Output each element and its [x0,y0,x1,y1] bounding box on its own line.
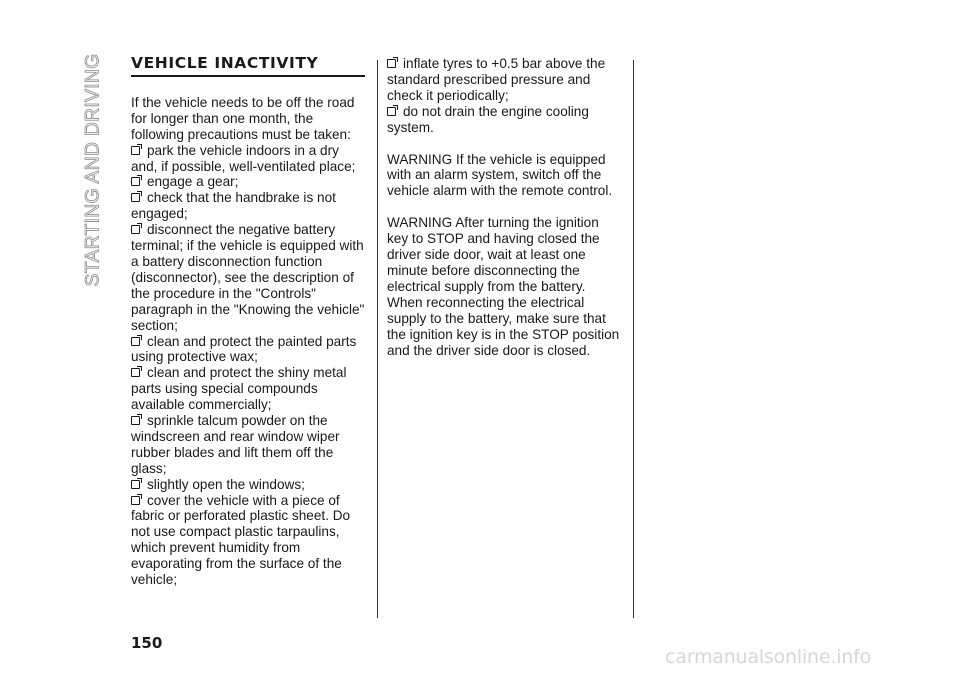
list-item: slightly open the windows; [131,477,365,493]
list-item: clean and protect the shiny metal parts using special compounds available commercially; [131,365,347,413]
checkbox-bullet-icon [131,337,140,346]
watermark: carmanualsonline.info [665,646,872,668]
list-item: do not drain the engine cooling system. [387,103,589,135]
section-side-tab [78,44,108,296]
page-number: 150 [131,634,163,652]
warning-alarm: WARNING If the vehicle is equipped with an alarm system, switch off the vehicle alarm with the remote control. [387,151,613,199]
column-divider [633,60,634,618]
list-item: disconnect the negative battery terminal; if the vehicle is equipped with a battery disconnection function (disconnector), see the description of the procedure in the "Controls" paragraph in the "Knowing the vehicle" section; [131,222,365,333]
column-divider [377,60,378,618]
checkbox-bullet-icon [131,368,140,377]
checkbox-bullet-icon [131,225,140,234]
checkbox-bullet-icon [387,107,396,116]
right-column [387,56,623,358]
section-heading: VEHICLE INACTIVITY [131,56,365,77]
checkbox-bullet-icon [131,416,140,425]
list-item: clean and protect the painted parts using protective wax; [131,333,357,365]
list-item: check that the handbrake is not engaged; [131,190,336,222]
checkbox-bullet-icon [131,193,140,202]
list-item: park the vehicle indoors in a dry and, if possible, well-ventilated place; [131,142,356,174]
intro-paragraph: If the vehicle needs to be off the road for longer than one month, the following precautions must be taken: [131,94,355,142]
checkbox-bullet-icon [131,480,140,489]
list-item: sprinkle talcum powder on the windscreen and rear window wiper rubber blades and lift them off the glass; [131,413,340,476]
checkbox-bullet-icon [131,177,140,186]
checkbox-bullet-icon [131,146,140,155]
warning-battery: WARNING After turning the ignition key to STOP and having closed the driver side door, wait at least one minute before disconnecting the electrical supply from the battery. When reconnecting the electrical supply to the battery, make sure that the ignition key is in the STOP position and the driver side door is closed. [387,215,620,358]
list-item: engage a gear; [131,174,365,190]
left-column [131,56,365,588]
checkbox-bullet-icon [131,496,140,505]
list-item: inflate tyres to +0.5 bar above the standard prescribed pressure and check it periodically; [387,56,606,103]
checkbox-bullet-icon [387,59,396,68]
section-side-tab-label: STARTING AND DRIVING [81,53,104,287]
list-item: cover the vehicle with a piece of fabric or perforated plastic sheet. Do not use compact plastic tarpaulins, which prevent humidity from evaporating from the surface of the vehicle; [131,492,351,588]
